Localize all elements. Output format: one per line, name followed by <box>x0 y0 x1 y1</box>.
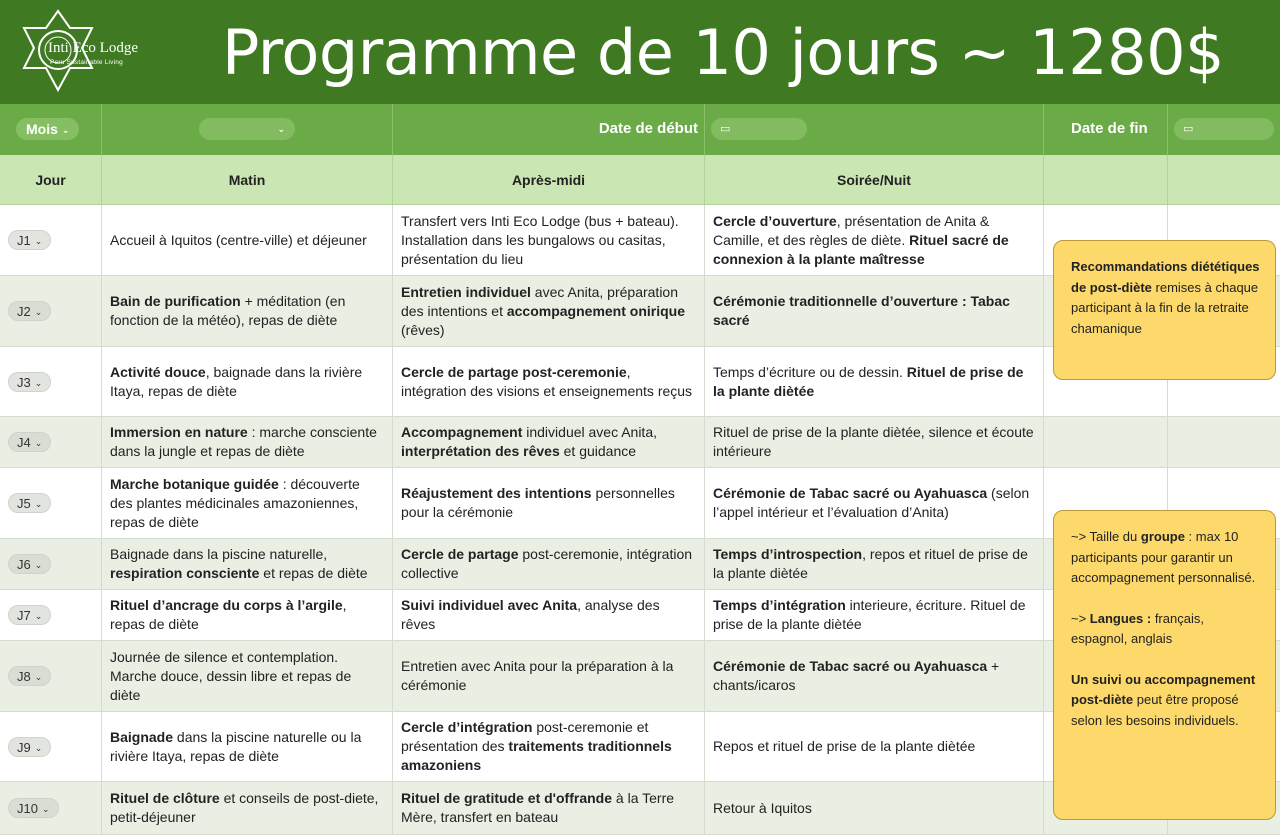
text-segment: Immersion en nature <box>110 424 248 440</box>
text-segment: Cercle d’intégration <box>401 719 533 735</box>
text-segment: Entretien avec Anita pour la préparation à la cérémonie <box>401 658 674 693</box>
evening-text <box>705 596 1043 634</box>
text-segment: Réajustement des intentions <box>401 485 592 501</box>
table-row <box>0 417 1280 468</box>
page-title: Programme de 10 jours ~ 1280$ <box>222 16 1224 89</box>
text-segment: Repos et rituel de prise de la plante diètée <box>713 738 976 754</box>
morning-cell <box>102 347 393 416</box>
page-header <box>0 0 1280 104</box>
text-segment: Cérémonie de Tabac sacré ou Ayahuasca <box>713 658 988 674</box>
text-segment: , baignade dans la rivière Itaya, repas de diète <box>110 363 363 399</box>
text-segment: Accueil à Iquitos (centre-ville) et déjeuner <box>110 231 367 248</box>
note-paragraph <box>1071 670 1261 732</box>
month-value-dropdown[interactable] <box>199 118 295 140</box>
evening-text <box>705 484 1043 522</box>
text-segment: , analyse des rêves <box>401 597 660 632</box>
day-label: J8 <box>17 669 31 684</box>
start-label-cell <box>393 104 705 155</box>
day-label: J3 <box>17 374 31 390</box>
text-segment: Rituel de prise de la plante diètée <box>713 363 1024 399</box>
note-text: ~> <box>1071 610 1090 626</box>
day-cell <box>0 590 102 640</box>
evening-text <box>705 423 1043 461</box>
evening-cell <box>705 641 1044 711</box>
text-segment: dans la piscine naturelle ou la rivière Itaya, repas de diète <box>110 728 362 764</box>
column-header-evening: Soirée/Nuit <box>705 155 1044 205</box>
evening-text <box>705 212 1043 269</box>
afternoon-text <box>393 789 704 827</box>
text-segment: Activité douce <box>110 363 206 380</box>
text-segment: Rituel de prise de la plante diètée, silence et écoute intérieure <box>713 424 1034 459</box>
morning-cell <box>102 468 393 538</box>
note-paragraph <box>1071 609 1261 650</box>
empty-cell <box>1044 417 1168 467</box>
note-text: Langues : <box>1089 610 1152 626</box>
text-segment: et conseils de post-diete, petit-déjeuner <box>110 790 379 825</box>
morning-cell <box>102 539 393 589</box>
evening-text <box>705 657 1043 695</box>
afternoon-cell <box>393 641 705 711</box>
evening-text <box>705 545 1043 583</box>
text-segment: interieure, écriture. Rituel de prise de la plante diètée <box>713 597 1026 632</box>
chevron-down-icon: ⌄ <box>34 742 43 753</box>
chevron-down-icon: ⌄ <box>61 125 70 135</box>
morning-text <box>102 596 392 634</box>
month-value-cell <box>102 104 393 155</box>
start-date-cell <box>705 104 1044 155</box>
text-segment: accompagnement onirique <box>506 302 686 319</box>
morning-text <box>102 475 392 532</box>
morning-cell <box>102 641 393 711</box>
chevron-down-icon: ⌄ <box>34 560 43 570</box>
day-dropdown[interactable] <box>8 666 51 686</box>
start-date-input[interactable] <box>711 118 807 140</box>
note-text: Recommandations diététiques de post-diète <box>1071 259 1260 295</box>
chevron-down-icon: ⌄ <box>34 236 43 246</box>
text-segment: individuel avec Anita, <box>522 424 657 440</box>
evening-cell <box>705 205 1044 275</box>
afternoon-text <box>393 363 704 401</box>
chevron-down-icon: ⌄ <box>34 672 43 682</box>
note-paragraph <box>1071 257 1261 339</box>
note-text: Un suivi ou accompagnement post-diète <box>1071 671 1256 707</box>
text-segment: personnelles pour la cérémonie <box>401 485 675 520</box>
chevron-down-icon: ⌄ <box>277 124 285 134</box>
day-cell <box>0 641 102 711</box>
text-segment: Temps d’introspection <box>713 546 863 562</box>
chevron-down-icon: ⌄ <box>41 804 50 814</box>
evening-cell <box>705 347 1044 416</box>
day-dropdown[interactable] <box>8 432 51 452</box>
evening-cell <box>705 539 1044 589</box>
day-cell <box>0 347 102 416</box>
evening-cell <box>705 468 1044 538</box>
morning-cell <box>102 276 393 346</box>
morning-text <box>102 423 392 461</box>
month-dropdown[interactable] <box>16 118 79 140</box>
text-segment: post-ceremonie, intégration collective <box>401 546 693 581</box>
text-segment: : marche consciente dans la jungle et repas de diète <box>110 424 377 459</box>
morning-cell <box>102 417 393 467</box>
text-segment: Rituel de clôture <box>110 790 220 806</box>
text-segment: traitements traditionnels amazoniens <box>401 738 672 773</box>
day-label: J7 <box>17 608 31 623</box>
day-label: J1 <box>17 233 31 248</box>
text-segment: , repas de diète <box>110 597 347 632</box>
morning-cell <box>102 590 393 640</box>
morning-text <box>102 363 392 401</box>
morning-text <box>102 789 392 827</box>
text-segment: Accompagnement <box>401 424 523 440</box>
text-segment: Temps d’intégration <box>713 597 846 613</box>
logo-subtitle: Peru Sustainable Living <box>50 59 123 66</box>
day-cell <box>0 205 102 275</box>
text-segment: Temps d’écriture ou de dessin. <box>713 363 907 380</box>
day-label: J5 <box>17 496 31 511</box>
end-date-label: Date de fin <box>1071 120 1148 137</box>
logo-name: Inti Eco Lodge <box>48 40 138 56</box>
evening-text <box>705 737 983 756</box>
column-header-afternoon: Après-midi <box>393 155 705 205</box>
afternoon-text <box>393 283 704 340</box>
text-segment: Rituel sacré de connexion à la plante maîtresse <box>713 231 1009 267</box>
text-segment: Baignade <box>110 728 174 745</box>
chevron-down-icon: ⌄ <box>34 438 43 448</box>
afternoon-text <box>393 718 704 775</box>
afternoon-text <box>393 212 704 269</box>
text-segment: post-ceremonie et présentation des <box>401 719 649 754</box>
morning-cell <box>102 782 393 834</box>
end-date-cell <box>1168 104 1280 155</box>
note-text: remises à chaque participant à la fin de la retraite chamanique <box>1071 279 1259 336</box>
chevron-down-icon: ⌄ <box>34 377 43 388</box>
day-cell <box>0 276 102 346</box>
afternoon-cell <box>393 539 705 589</box>
day-cell <box>0 782 102 834</box>
column-header-morning: Matin <box>102 155 393 205</box>
afternoon-cell <box>393 417 705 467</box>
day-cell <box>0 539 102 589</box>
text-segment: à la Terre Mère, transfert en bateau <box>401 790 675 825</box>
filter-bar <box>0 104 1280 155</box>
morning-text <box>102 231 375 250</box>
day-dropdown[interactable] <box>8 798 59 818</box>
calendar-icon: ▭ <box>720 123 731 135</box>
evening-cell <box>705 276 1044 346</box>
note-text: peut être proposé selon les besoins individuels. <box>1071 692 1239 728</box>
day-label: J6 <box>17 557 31 572</box>
text-segment: + chants/icaros <box>713 658 1000 693</box>
end-label-cell <box>1044 104 1168 155</box>
chevron-down-icon: ⌄ <box>34 499 43 509</box>
day-cell <box>0 712 102 781</box>
column-header-row <box>0 155 1280 205</box>
calendar-icon: ▭ <box>1183 123 1194 135</box>
text-segment: et repas de diète <box>259 565 368 581</box>
column-header-extra-1 <box>1044 155 1168 205</box>
note-text: groupe <box>1140 529 1185 544</box>
day-label: J9 <box>17 739 31 755</box>
text-segment: Cérémonie de Tabac sacré ou Ayahuasca <box>713 485 988 501</box>
text-segment: Transfert vers Inti Eco Lodge (bus + bateau). Installation dans les bungalows ou casitas, présentation du lieu <box>401 212 679 267</box>
end-date-input[interactable] <box>1174 118 1274 140</box>
text-segment: avec Anita, préparation des intentions et <box>401 283 679 319</box>
afternoon-text <box>393 657 704 695</box>
text-segment: Entretien individuel <box>401 283 531 300</box>
evening-text <box>705 292 1043 330</box>
text-segment: Rituel de gratitude et d'offrande <box>401 790 613 806</box>
evening-cell <box>705 590 1044 640</box>
evening-cell <box>705 712 1044 781</box>
afternoon-cell <box>393 205 705 275</box>
chevron-down-icon: ⌄ <box>34 307 43 317</box>
afternoon-cell <box>393 712 705 781</box>
day-dropdown[interactable] <box>8 301 51 321</box>
morning-text <box>102 545 392 583</box>
chevron-down-icon: ⌄ <box>34 611 43 621</box>
text-segment: + méditation (en fonction de la météo), repas de diète <box>110 293 346 328</box>
day-cell <box>0 468 102 538</box>
text-segment: (rêves) <box>401 321 445 338</box>
text-segment: interprétation des rêves <box>401 443 560 459</box>
day-dropdown[interactable] <box>8 230 51 250</box>
text-segment: Cérémonie traditionnelle d’ouverture : Tabac sacré <box>713 293 1010 328</box>
text-segment: et guidance <box>559 443 637 459</box>
column-header-day: Jour <box>0 155 102 205</box>
month-label: Mois <box>26 121 58 137</box>
note-text: ~> Taille du <box>1071 529 1141 544</box>
note-text: français, espagnol, anglais <box>1071 610 1204 646</box>
afternoon-cell <box>393 590 705 640</box>
afternoon-cell <box>393 468 705 538</box>
morning-text <box>102 728 392 766</box>
day-label: J4 <box>17 435 31 450</box>
month-filter-cell <box>0 104 102 155</box>
evening-text <box>705 363 1043 401</box>
text-segment: Journée de silence et contemplation. Marche douce, dessin libre et repas de diète <box>110 648 352 703</box>
morning-text <box>102 292 392 330</box>
empty-cell <box>1168 417 1280 467</box>
evening-cell <box>705 417 1044 467</box>
afternoon-text <box>393 596 704 634</box>
text-segment: Retour à Iquitos <box>713 799 812 816</box>
afternoon-text <box>393 484 704 522</box>
day-dropdown[interactable] <box>8 554 51 574</box>
text-segment: : découverte des plantes médicinales amazoniennes, repas de diète <box>110 475 360 530</box>
day-label: J10 <box>17 801 38 816</box>
text-segment: , présentation de Anita & Camille, et des règles de diète. <box>713 212 990 248</box>
morning-cell <box>102 205 393 275</box>
afternoon-cell <box>393 782 705 834</box>
note-diet-recommendations <box>1053 240 1276 380</box>
afternoon-cell <box>393 347 705 416</box>
column-header-extra-2 <box>1168 155 1280 205</box>
morning-text <box>102 648 392 705</box>
text-segment: Cercle d’ouverture <box>713 212 837 229</box>
text-segment: Baignade dans la piscine naturelle, <box>110 546 328 562</box>
afternoon-text <box>393 423 704 461</box>
morning-cell <box>102 712 393 781</box>
start-date-label: Date de début <box>598 120 698 137</box>
day-dropdown[interactable] <box>8 372 51 392</box>
day-dropdown[interactable] <box>8 605 51 625</box>
afternoon-text <box>393 545 704 583</box>
evening-cell <box>705 782 1044 834</box>
note-group-info <box>1053 510 1276 820</box>
text-segment: Suivi individuel avec Anita <box>401 597 578 613</box>
afternoon-cell <box>393 276 705 346</box>
text-segment: , intégration des visions et enseignements reçus <box>401 363 693 399</box>
text-segment: , repos et rituel de prise de la plante diètée <box>713 546 1028 581</box>
logo <box>18 8 138 98</box>
note-text: : max 10 participants pour garantir un accompagnement personnalisé. <box>1071 529 1256 585</box>
day-label: J2 <box>17 304 31 319</box>
text-segment: Cercle de partage post-ceremonie <box>401 363 627 380</box>
text-segment: Rituel d’ancrage du corps à l’argile <box>110 597 343 613</box>
text-segment: Marche botanique guidée <box>110 475 279 492</box>
note-paragraph <box>1071 527 1261 589</box>
text-segment: respiration consciente <box>110 565 260 581</box>
day-cell <box>0 417 102 467</box>
day-dropdown[interactable] <box>8 493 51 513</box>
text-segment: Bain de purification <box>110 293 241 309</box>
evening-text <box>705 799 820 818</box>
text-segment: Cercle de partage <box>401 546 519 562</box>
day-dropdown[interactable] <box>8 737 51 757</box>
text-segment: (selon l’appel intérieur et l’évaluation d’Anita) <box>713 485 1030 520</box>
